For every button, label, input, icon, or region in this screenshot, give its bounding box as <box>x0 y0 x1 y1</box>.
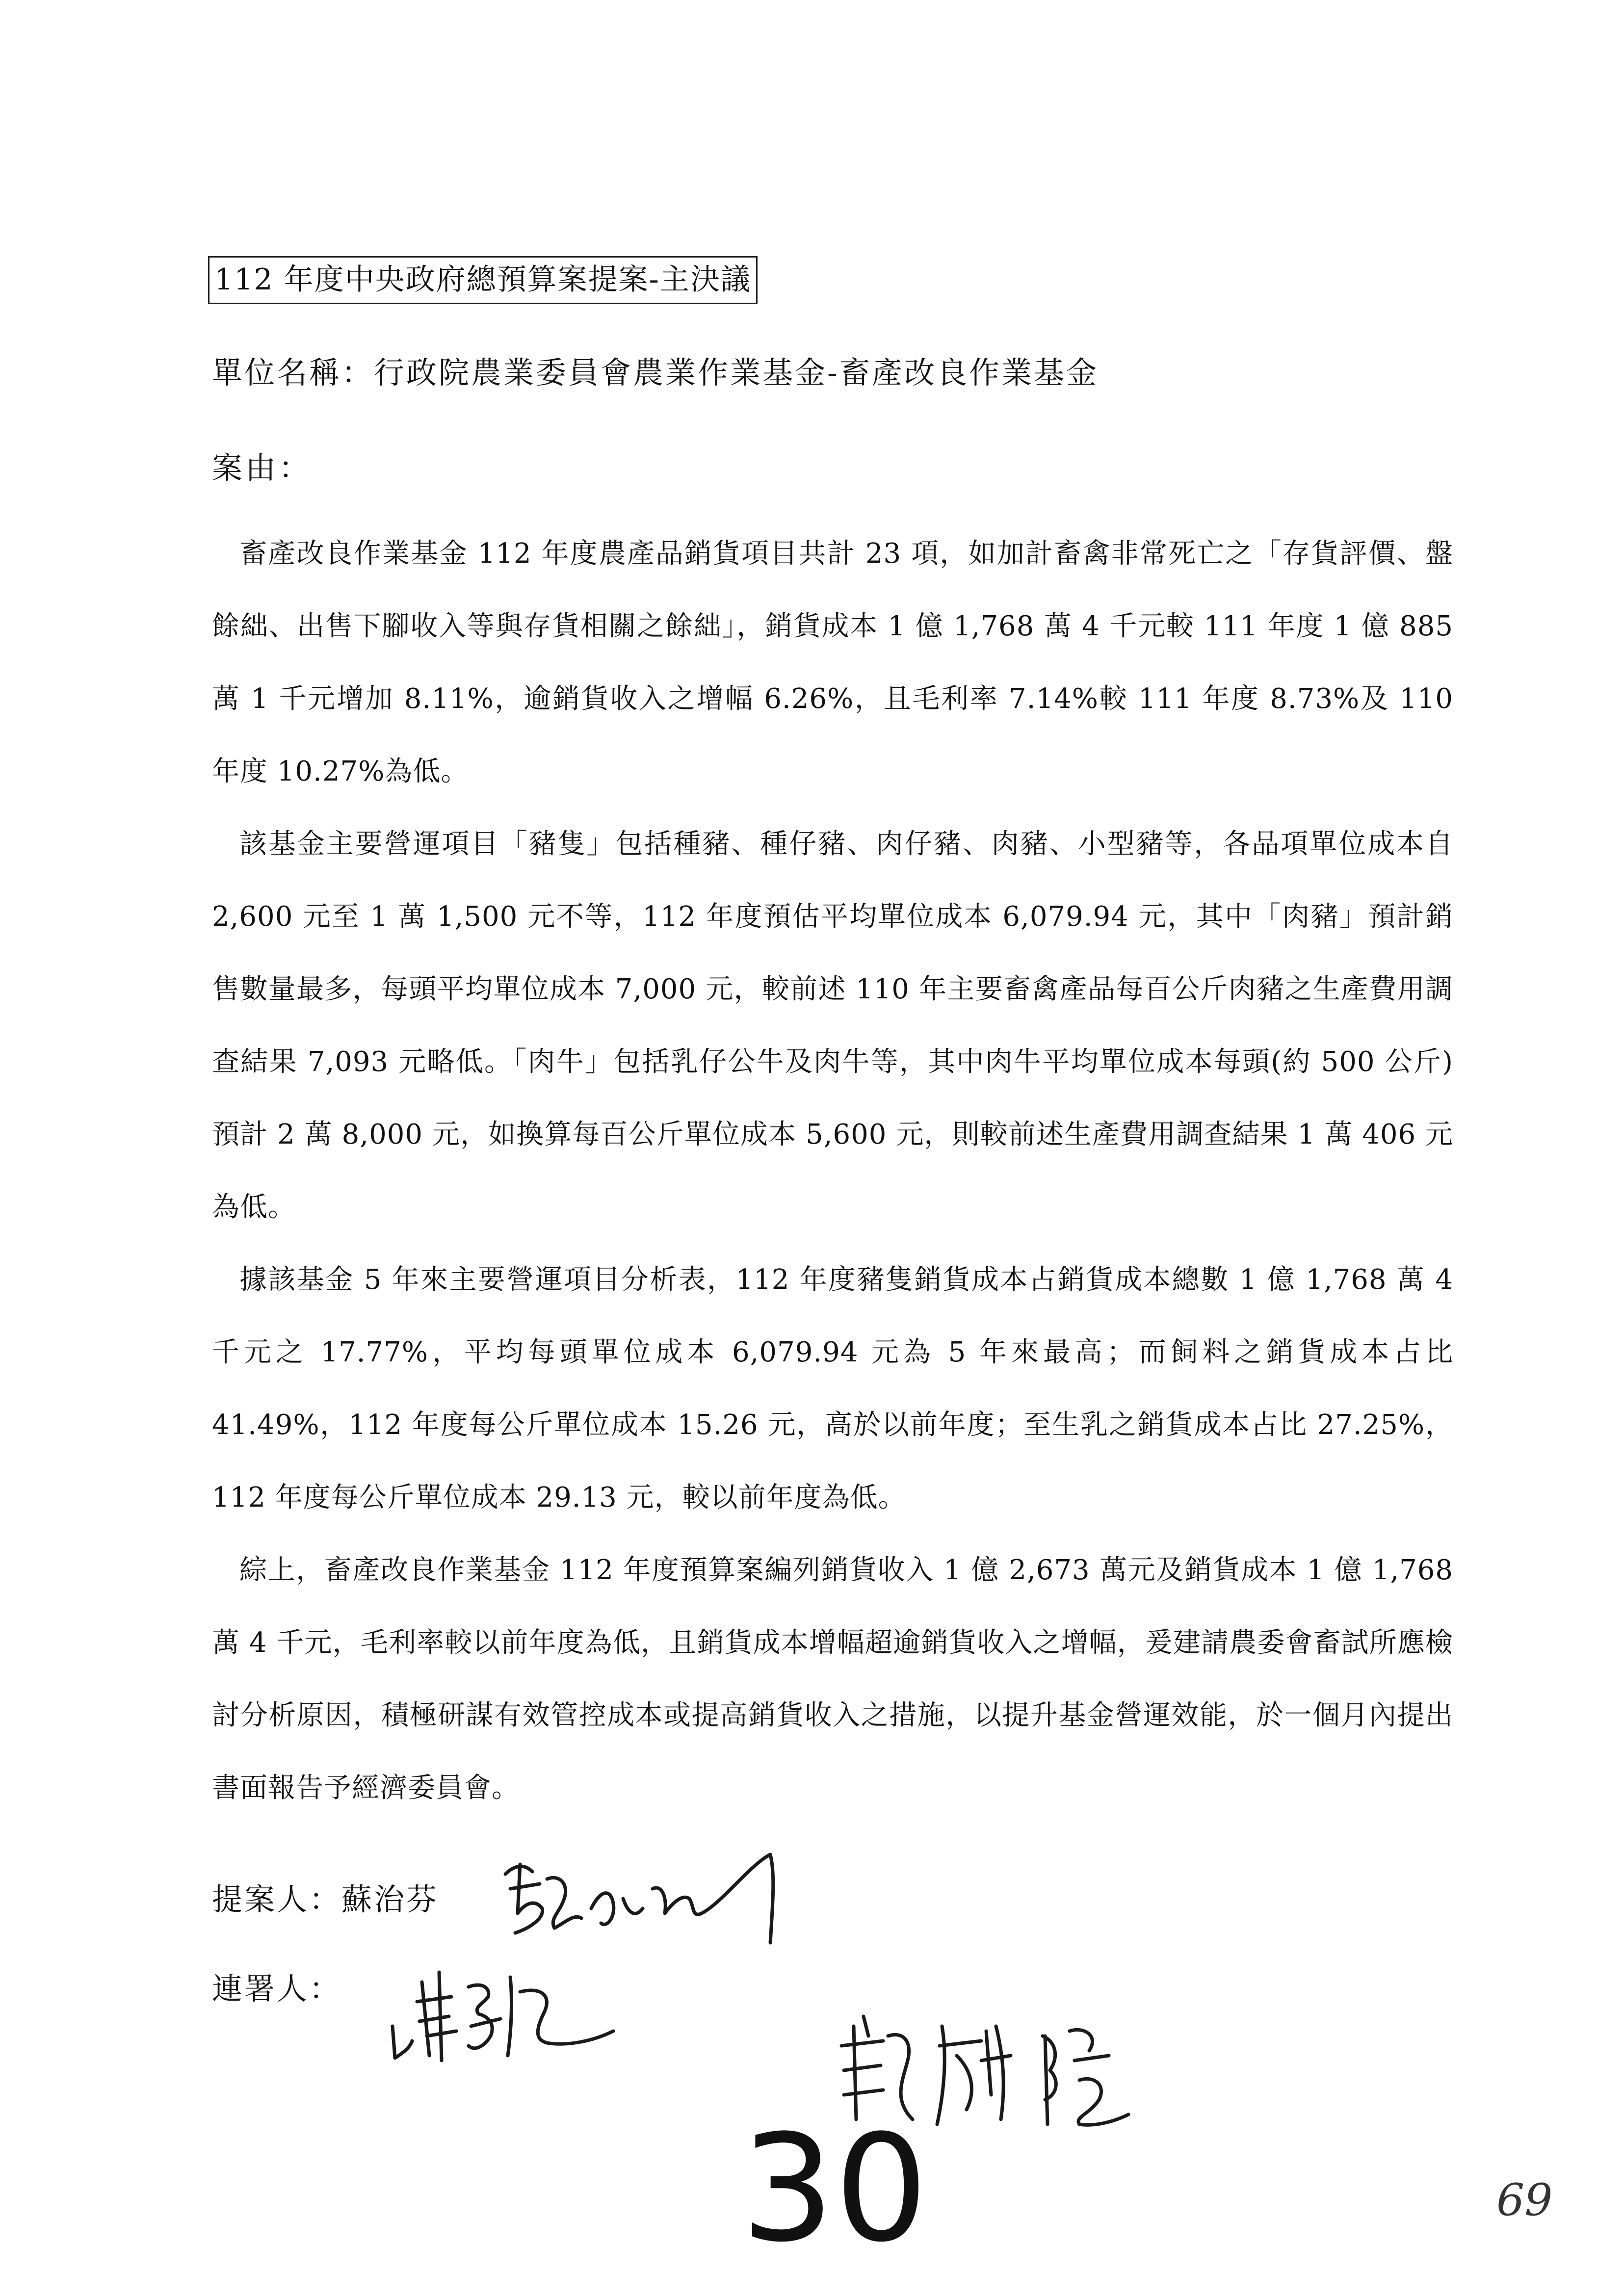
proposer-signature <box>496 1845 839 1953</box>
paragraph-2: 該基金主要營運項目「豬隻」包括種豬、種仔豬、肉仔豬、肉豬、小型豬等，各品項單位成本自 2,600 元至 1 萬 1,500 元不等，112 年度預估平均單位成本 6,079.94 元，其中「肉豬」預計銷售數量最多，每頭平均單位成本 7,000 元，較前述 110 年主要畜禽產品每百公斤肉豬之生產費用調查結果 7,093 元略低。「肉牛」包括乳仔公牛及肉牛等，其中肉牛平均單位成本每頭(約 500 公斤)預計 2 萬 8,000 元，如換算每百公斤單位成本 5,600 元，則較前述生產費用調查結果 1 萬 406 元為低。 <box>212 828 1453 1223</box>
document-title: 112 年度中央政府總預算案提案-主決議 <box>208 256 758 304</box>
handwritten-number <box>736 2110 942 2257</box>
cosigner-signature-1 <box>383 1957 657 2070</box>
page-number-text: 69 <box>1496 2174 1553 2226</box>
paragraph-3: 據該基金 5 年來主要營運項目分析表，112 年度豬隻銷貨成本占銷貨成本總數 1 億 1,768 萬 4 千元之 17.77%，平均每頭單位成本 6,079.94 元為 5 年來最高；而飼料之銷貨成本占比 41.49%，112 年度每公斤單位成本 15.26 元，高於以前年度；至生乳之銷貨成本占比 27.25%，112 年度每公斤單位成本 29.13 元，較以前年度為低。 <box>212 1264 1453 1513</box>
case-label: 案由： <box>212 450 313 486</box>
unit-name: 單位名稱：行政院農業委員會農業作業基金-畜產改良作業基金 <box>212 355 1099 391</box>
case-body <box>212 518 1453 1825</box>
handwritten-number-text: 30 <box>741 2110 928 2257</box>
paragraph-4: 綜上，畜產改良作業基金 112 年度預算案編列銷貨收入 1 億 2,673 萬元及銷貨成本 1 億 1,768 萬 4 千元，毛利率較以前年度為低，且銷貨成本增幅超逾銷貨收入之增幅，爰建請農委會畜試所應檢討分析原因，積極研謀有效管控成本或提高銷貨收入之措施，以提升基金營運效能，於一個月內提出書面報告予經濟委員會。 <box>212 1554 1453 1804</box>
page-number <box>1492 2168 1560 2227</box>
proposer-label: 提案人：蘇治芬 <box>212 1881 439 1917</box>
paragraph-1: 畜產改良作業基金 112 年度農產品銷貨項目共計 23 項，如加計畜禽非常死亡之「存貨評價、盤餘絀、出售下腳收入等與存貨相關之餘絀」，銷貨成本 1 億 1,768 萬 4 千元較 111 年度 1 億 885 萬 1 千元增加 8.11%，逾銷貨收入之增幅 6.26%，且毛利率 7.14%較 111 年度 8.73%及 110 年度 10.27%為低。 <box>212 538 1453 787</box>
cosigner-label: 連署人： <box>212 1971 342 2007</box>
